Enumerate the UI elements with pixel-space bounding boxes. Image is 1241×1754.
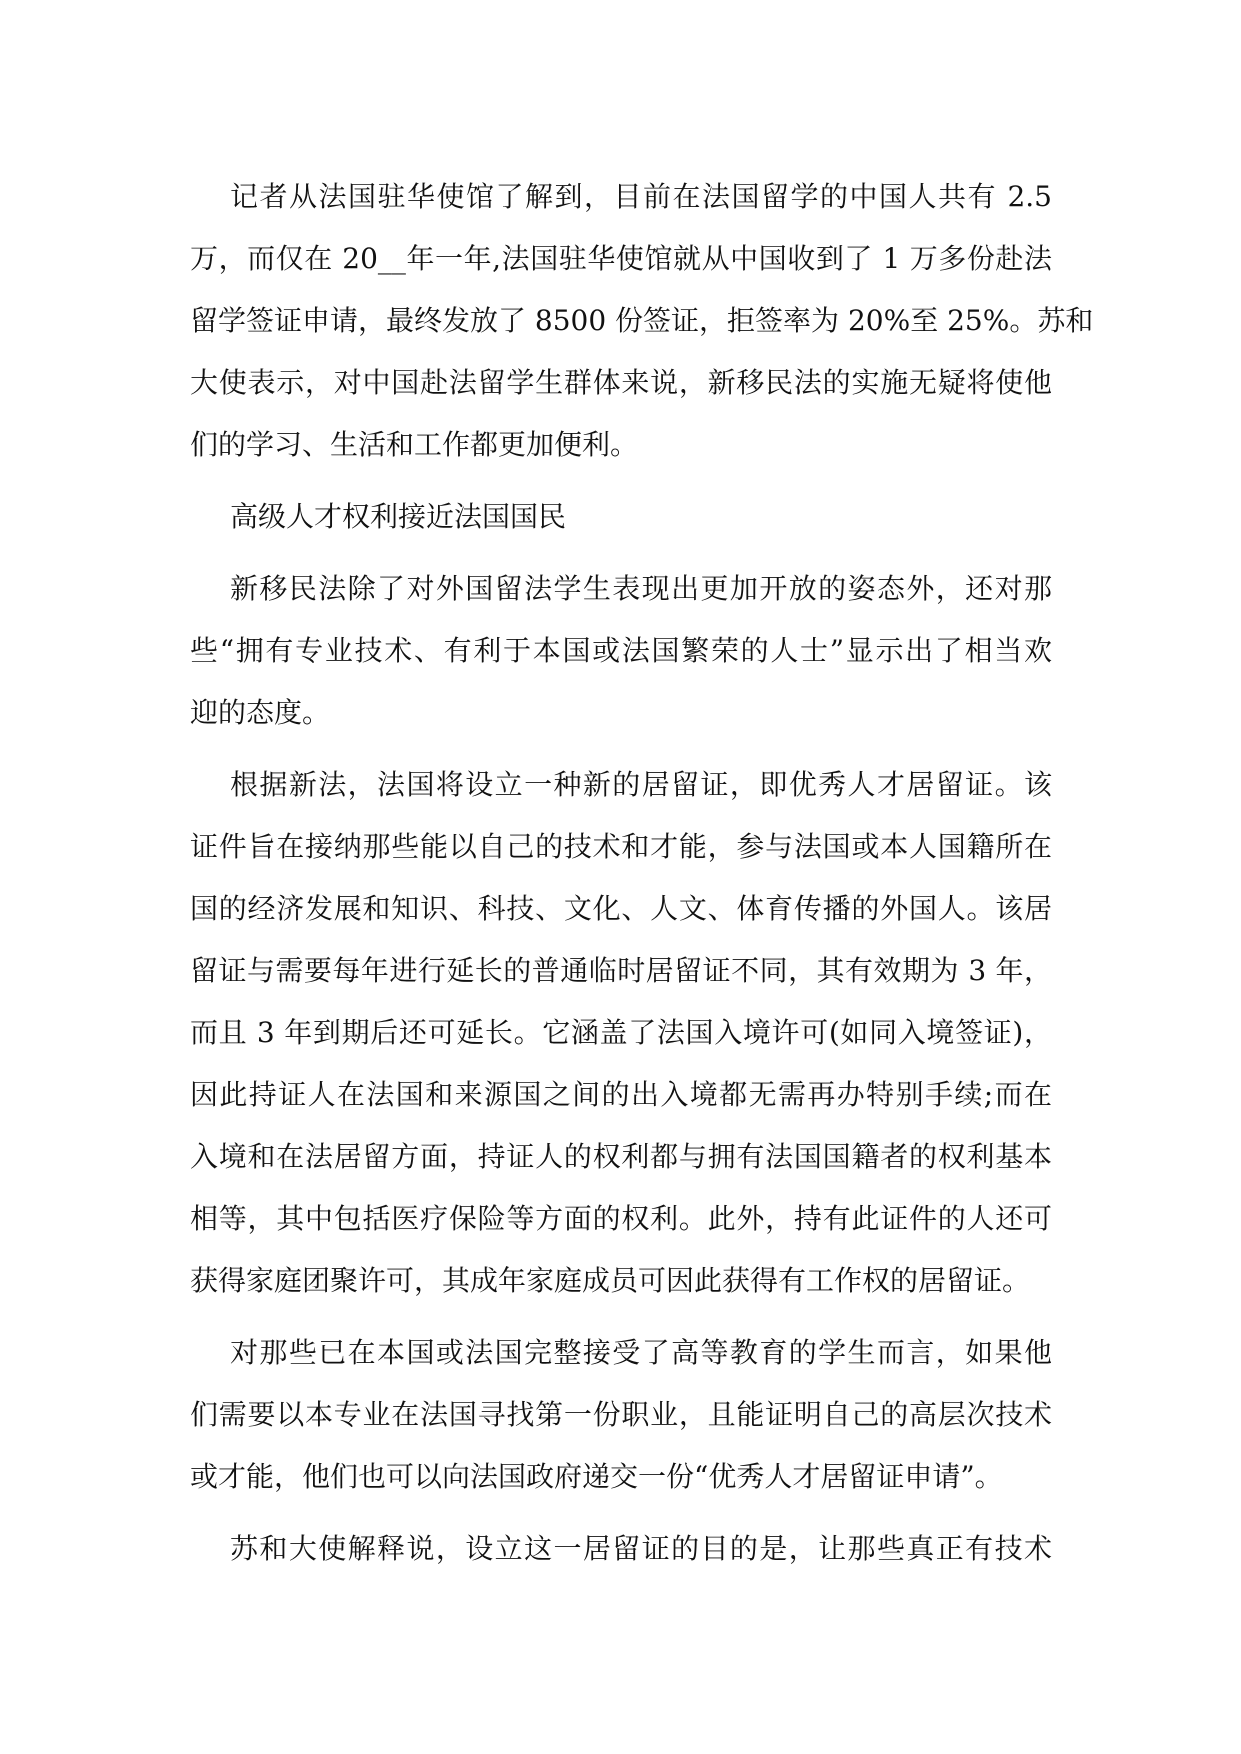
text-line: 们的学习、生活和工作都更加便利。 <box>190 428 639 461</box>
paragraph <box>190 754 1052 1312</box>
text-line: 获得家庭团聚许可，其成年家庭成员可因此获得有工作权的居留证。 <box>190 1264 1031 1297</box>
text-line: 苏和大使解释说，设立这一居留证的目的是，让那些真正有技术 <box>230 1532 1052 1565</box>
paragraph <box>190 1518 1052 1580</box>
text-line: 国的经济发展和知识、科技、文化、人文、体育传播的外国人。该居 <box>190 892 1052 925</box>
text-line: 万，而仅在 20__年一年,法国驻华使馆就从中国收到了 1 万多份赴法 <box>190 242 1052 275</box>
paragraph <box>190 1322 1052 1508</box>
text-line: 留学签证申请，最终发放了 8500 份签证，拒签率为 20%至 25%。苏和 <box>190 304 1094 337</box>
text-line: 大使表示，对中国赴法留学生群体来说，新移民法的实施无疑将使他 <box>190 366 1052 399</box>
text-line: 根据新法，法国将设立一种新的居留证，即优秀人才居留证。该 <box>230 768 1052 801</box>
paragraph <box>190 558 1052 744</box>
text-line: 迎的态度。 <box>190 696 331 729</box>
text-line: 些“拥有专业技术、有利于本国或法国繁荣的人士”显示出了相当欢 <box>190 634 1052 667</box>
text-line: 入境和在法居留方面，持证人的权利都与拥有法国国籍者的权利基本 <box>190 1140 1052 1173</box>
text-line: 证件旨在接纳那些能以自己的技术和才能，参与法国或本人国籍所在 <box>190 830 1052 863</box>
document-body <box>190 166 1094 1580</box>
text-line: 而且 3 年到期后还可延长。它涵盖了法国入境许可(如同入境签证)， <box>190 1016 1052 1049</box>
text-line: 相等，其中包括医疗保险等方面的权利。此外，持有此证件的人还可 <box>190 1202 1052 1235</box>
text-line: 们需要以本专业在法国寻找第一份职业，且能证明自己的高层次技术 <box>190 1398 1052 1431</box>
text-line: 新移民法除了对外国留法学生表现出更加开放的姿态外，还对那 <box>230 572 1052 605</box>
text-line: 高级人才权利接近法国国民 <box>230 500 567 533</box>
text-line: 留证与需要每年进行延长的普通临时居留证不同，其有效期为 3 年， <box>190 954 1052 987</box>
text-line: 记者从法国驻华使馆了解到，目前在法国留学的中国人共有 2.5 <box>230 180 1052 213</box>
paragraph <box>190 166 1094 476</box>
text-line: 对那些已在本国或法国完整接受了高等教育的学生而言，如果他 <box>230 1336 1052 1369</box>
text-line: 因此持证人在法国和来源国之间的出入境都无需再办特别手续;而在 <box>190 1078 1052 1111</box>
section-heading <box>190 486 1052 548</box>
text-line: 或才能，他们也可以向法国政府递交一份“优秀人才居留证申请”。 <box>190 1460 1003 1493</box>
